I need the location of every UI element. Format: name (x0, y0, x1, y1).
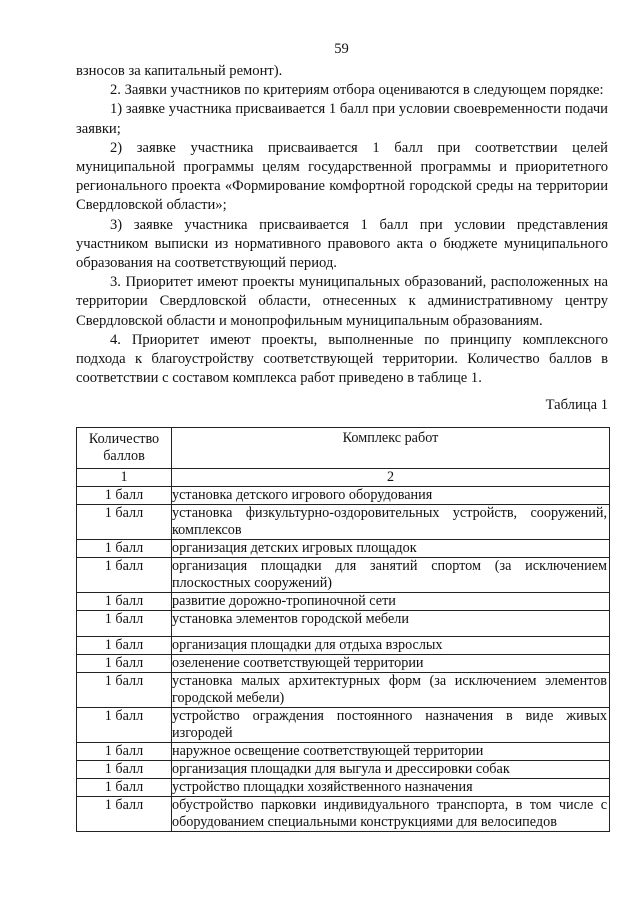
work-cell: установка малых архитектурных форм (за исключением элементов городской мебели) (172, 673, 610, 708)
header-score: Количество баллов (77, 428, 172, 469)
score-cell: 1 балл (77, 540, 172, 558)
table-row (77, 743, 610, 761)
score-cell: 1 балл (77, 779, 172, 797)
paragraph: 1) заявке участника присваивается 1 балл при условии своевременности подачи заявки; (76, 101, 608, 137)
table-caption: Таблица 1 (545, 397, 608, 413)
score-cell: 1 балл (77, 593, 172, 611)
column-number: 2 (172, 469, 610, 487)
column-number-row (77, 469, 610, 487)
paragraph: 4. Приоритет имеют проекты, выполненные по принципу комплексного подхода к благоустройству соответствующей территории. Количество баллов в соответствии с составом комплекса работ приведено в таблице 1. (76, 331, 608, 387)
table-row (77, 655, 610, 673)
score-cell: 1 балл (77, 487, 172, 505)
table-row (77, 708, 610, 743)
header-work: Комплекс работ (172, 428, 610, 469)
table-row (77, 611, 610, 637)
body-text (76, 62, 608, 388)
score-cell: 1 балл (77, 611, 172, 637)
work-cell: организация детских игровых площадок (172, 540, 610, 558)
table-row (77, 637, 610, 655)
table-row (77, 558, 610, 593)
paragraph: 2. Заявки участников по критериям отбора оцениваются в следующем порядке: (110, 82, 604, 99)
paragraph: взносов за капитальный ремонт). (76, 63, 283, 79)
score-cell: 1 балл (77, 505, 172, 540)
score-cell: 1 балл (77, 797, 172, 832)
score-cell: 1 балл (77, 743, 172, 761)
table-row (77, 797, 610, 832)
scores-table (76, 427, 610, 832)
work-cell: наружное освещение соответствующей территории (172, 743, 610, 761)
table-row (77, 487, 610, 505)
work-cell: устройство площадки хозяйственного назначения (172, 779, 610, 797)
work-cell: организация площадки для выгула и дрессировки собак (172, 761, 610, 779)
score-cell: 1 балл (77, 761, 172, 779)
score-cell: 1 балл (77, 655, 172, 673)
page-number: 59 (334, 41, 349, 57)
work-cell: озеленение соответствующей территории (172, 655, 610, 673)
work-cell: установка физкультурно-оздоровительных устройств, сооружений, комплексов (172, 505, 610, 540)
work-cell: организация площадки для занятий спортом (за исключением плоскостных сооружений) (172, 558, 610, 593)
score-cell: 1 балл (77, 558, 172, 593)
work-cell: устройство ограждения постоянного назначения в виде живых изгородей (172, 708, 610, 743)
work-cell: установка элементов городской мебели (172, 611, 610, 637)
column-number: 1 (77, 469, 172, 487)
table-body (77, 487, 610, 832)
table-row (77, 593, 610, 611)
table-header-row (77, 428, 610, 469)
work-cell: развитие дорожно-тропиночной сети (172, 593, 610, 611)
table-row (77, 540, 610, 558)
table-row (77, 505, 610, 540)
table-row (77, 761, 610, 779)
work-cell: установка детского игрового оборудования (172, 487, 610, 505)
work-cell: организация площадки для отдыха взрослых (172, 637, 610, 655)
paragraph: 2) заявке участника присваивается 1 балл при соответствии целей муниципальной программы целям государственной программы и приоритетного регионального проекта «Формирование комфортной городской среды на территории Свердловской области»; (76, 139, 608, 214)
score-cell: 1 балл (77, 708, 172, 743)
work-cell: обустройство парковки индивидуального транспорта, в том числе с оборудованием специальными конструкциями для велосипедов (172, 797, 610, 832)
score-cell: 1 балл (77, 673, 172, 708)
table-row (77, 673, 610, 708)
paragraph: 3) заявке участника присваивается 1 балл при условии представления участником выписки из нормативного правового акта о бюджете муниципального образования на соответствующий период. (76, 216, 608, 272)
score-cell: 1 балл (77, 637, 172, 655)
paragraph: 3. Приоритет имеют проекты муниципальных образований, расположенных на территории Свердловской области, отнесенных к административному центру Свердловской области и монопрофильным муниципальным образованиям. (76, 274, 608, 329)
table-row (77, 779, 610, 797)
